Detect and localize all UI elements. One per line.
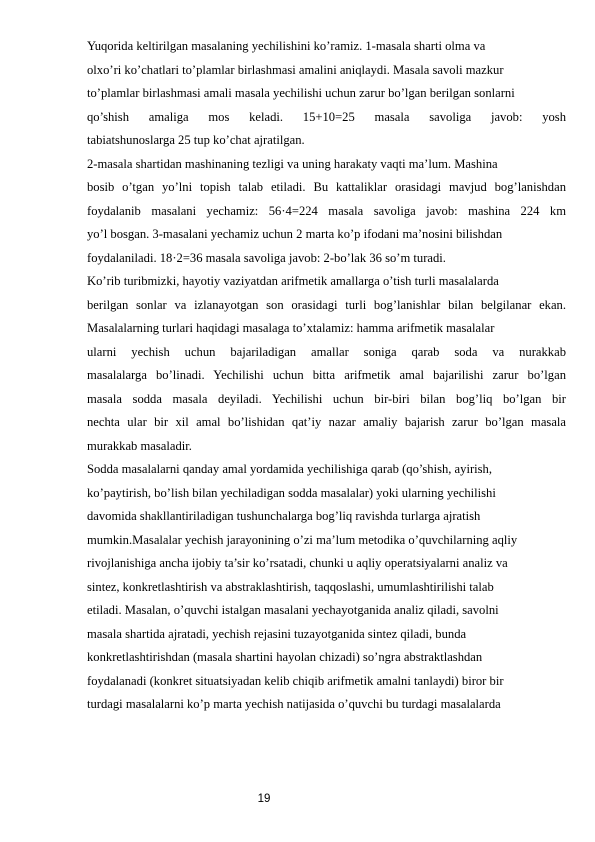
text-line-9: yo’l bosgan. 3-masalani yechamiz uchun 2 marta ko’p ifodani ma’nosini bilishdan [87,227,503,241]
text-line-10: foydalaniladi. 18·2=36 masala savoliga javob: 2-bo’lak 36 so’m turadi. [87,250,446,265]
text-line-19: Sodda masalalarni qanday amal yordamida yechilishiga qarab (qo’shish, ayirish, [87,462,492,476]
text-line-12: berilgan sonlar va izlanayotgan son orasidagi turli bog’lanishlar bilan belgilanar ekan. [87,297,566,312]
text-line-22: mumkin.Masalalar yechish jarayonining o’zi ma’lum metodika o’quvchilarning aqliy [87,532,518,547]
text-line-24: sintez, konkretlashtirish va abstraklashtirish, taqqoslashi, umumlashtirilishi talab [87,579,494,594]
text-line-21: davomida shakllantiriladigan tushunchalarga bog’liq ravishda turlarga ajratish [87,509,481,523]
text-line-2: olxo’ri ko’chatlari to’plamlar birlashmasi amalini aniqlaydi. Masala savoli mazkur [87,62,504,77]
page-number: 19 [257,793,271,805]
text-line-6: 2-masala shartidan mashinaning tezligi va uning harakaty vaqti ma’lum. Mashina [87,156,498,171]
text-line-1: Yuqorida keltirilgan masalaning yechilishini ko’ramiz. 1-masala sharti olma va [87,39,486,53]
body-text [87,35,566,717]
text-line-17: nechta ular bir xil amal bo’lishidan qat’iy nazar amaliy bajarish zarur bo’lgan masala [87,415,566,429]
text-line-4: qo’shish amaliga mos keladi. 15+10=25 masala savoliga javob: yosh [87,109,566,124]
text-line-16: masala sodda masala deyiladi. Yechilishi uchun bir-biri bilan bog’liq bo’lgan bir [87,391,566,406]
text-line-29: turdagi masalalarni ko’p marta yechish natijasida o’quvchi bu turdagi masalalarda [87,697,501,711]
text-line-13: Masalalarning turlari haqidagi masalaga to’xtalamiz: hamma arifmetik masalalar [87,321,495,335]
text-line-3: to’plamlar birlashmasi amali masala yechilishi uchun zarur bo’lgan berilgan sonlarni [87,86,515,100]
text-line-27: konkretlashtirishdan (masala shartini hayolan chizadi) so’ngra abstraktlashdan [87,650,483,664]
text-line-11: Ko’rib turibmizki, hayotiy vaziyatdan arifmetik amallarga o’tish turli masalalarda [87,274,499,288]
text-line-15: masalalarga bo’linadi. Yechilishi uchun bitta arifmetik amal bajarilishi zarur bo’lgan [87,368,566,382]
text-line-26: masala shartida ajratadi, yechish rejasini tuzayotganida sintez qiladi, bunda [87,626,467,641]
text-line-7: bosib o’tgan yo’lni topish talab etiladi. Bu kattaliklar orasidagi mavjud bog’lanishdan [87,180,566,194]
text-line-5: tabiatshunoslarga 25 tup ko’chat ajratilgan. [87,133,305,147]
text-line-28: foydalanadi (konkret situatsiyadan kelib chiqib arifmetik amalni tanlaydi) biror bir [87,673,504,688]
text-line-18: murakkab masaladir. [87,438,192,453]
text-line-25: etiladi. Masalan, o’quvchi istalgan masalani yechayotganida analiz qiladi, savolni [87,603,499,617]
text-line-23: rivojlanishiga ancha ijobiy ta’sir ko’rsatadi, chunki u aqliy operatsiyalarni analiz va [87,556,508,570]
text-line-8: foydalanib masalani yechamiz: 56·4=224 masala savoliga javob: mashina 224 km [87,203,566,218]
text-line-14: ularni yechish uchun bajariladigan amallar soniga qarab soda va nurakkab [87,344,566,359]
text-line-20: ko’paytirish, bo’lish bilan yechiladigan sodda masalalar) yoki ularning yechilishi [87,485,496,500]
